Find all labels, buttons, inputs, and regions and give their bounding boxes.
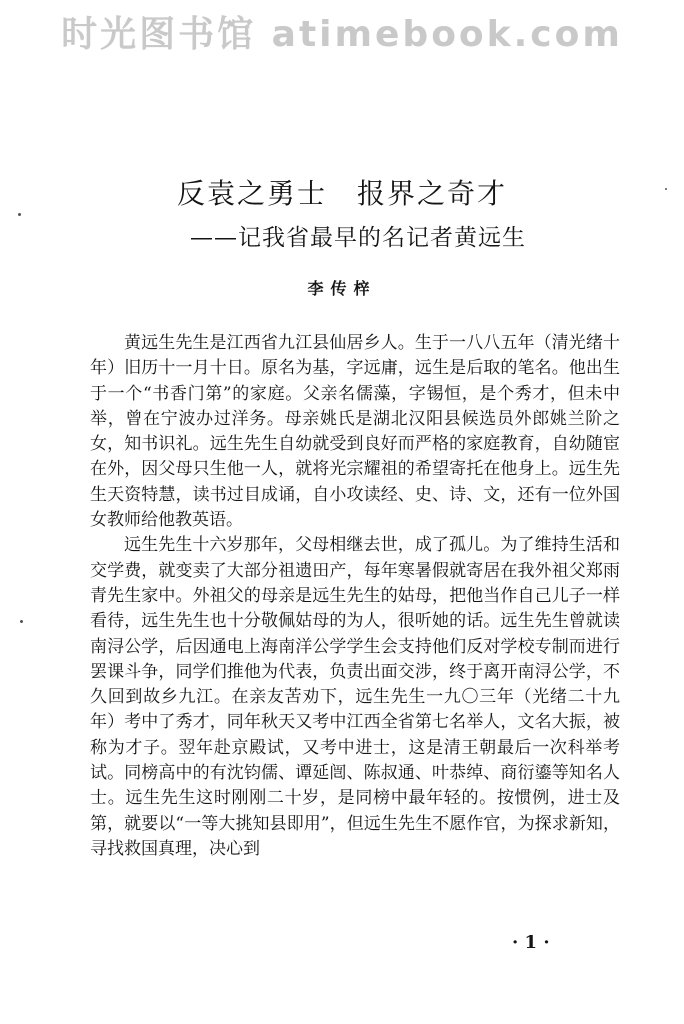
article-author: 李传梓 xyxy=(307,279,377,298)
scan-speck xyxy=(665,188,667,190)
watermark: 时光图书馆 atimebook.com xyxy=(61,14,623,55)
article-subtitle: ——记我省最早的名记者黄远生 xyxy=(190,225,526,251)
article-body xyxy=(90,331,620,862)
paragraph: 黄远生先生是江西省九江县仙居乡人。生于一八八五年（清光绪十年）旧历十一月十日。原名为基，字远庸，远生是后取的笔名。他出生于一个“书香门第”的家庭。父亲名儒藻，字锡恒，是个秀才，但未中举，曾在宁波办过洋务。母亲姚氏是湖北汉阳县候选员外郎姚兰阶之女，知书识礼。远生先生自幼就受到良好而严格的家庭教育，自幼随宦在外，因父母只生他一人，就将光宗耀祖的希望寄托在他身上。远生先生天资特慧，读书过目成诵，自小攻读经、史、诗、文，还有一位外国女教师给他教英语。 xyxy=(90,333,620,531)
article-title: 反袁之勇士 报界之奇才 xyxy=(176,177,507,210)
paragraph: 远生先生十六岁那年，父母相继去世，成了孤儿。为了维持生活和交学费，就变卖了大部分祖遗田产，每年寒暑假就寄居在我外祖父郑雨青先生家中。外祖父的母亲是远生先生的姑母，把他当作自己儿子一样看待，远生先生也十分敬佩姑母的为人，很听她的话。远生先生曾就读南浔公学，后因通电上海南洋公学学生会支持他们反对学校专制而进行罢课斗争，同学们推他为代表，负责出面交涉，终于离开南浔公学，不久回到故乡九江。在亲友苦劝下，远生先生一九〇三年（光绪二十九年）考中了秀才，同年秋天又考中江西全省第七名举人，文名大振，被称为才子。翌年赴京殿试，又考中进士，这是清王朝最后一次科举考试。同榜高中的有沈钧儒、谭延闿、陈叔通、叶恭绰、商衍鎏等知名人士。远生先生这时刚刚二十岁，是同榜中最年轻的。按惯例，进士及第，就要以“一等大挑知县即用”，但远生先生不愿作官，为探求新知，寻找救国真理，决心到 xyxy=(90,535,620,859)
page-number: · 1 · xyxy=(512,932,550,953)
scan-speck xyxy=(20,620,23,623)
scan-speck xyxy=(18,213,21,216)
